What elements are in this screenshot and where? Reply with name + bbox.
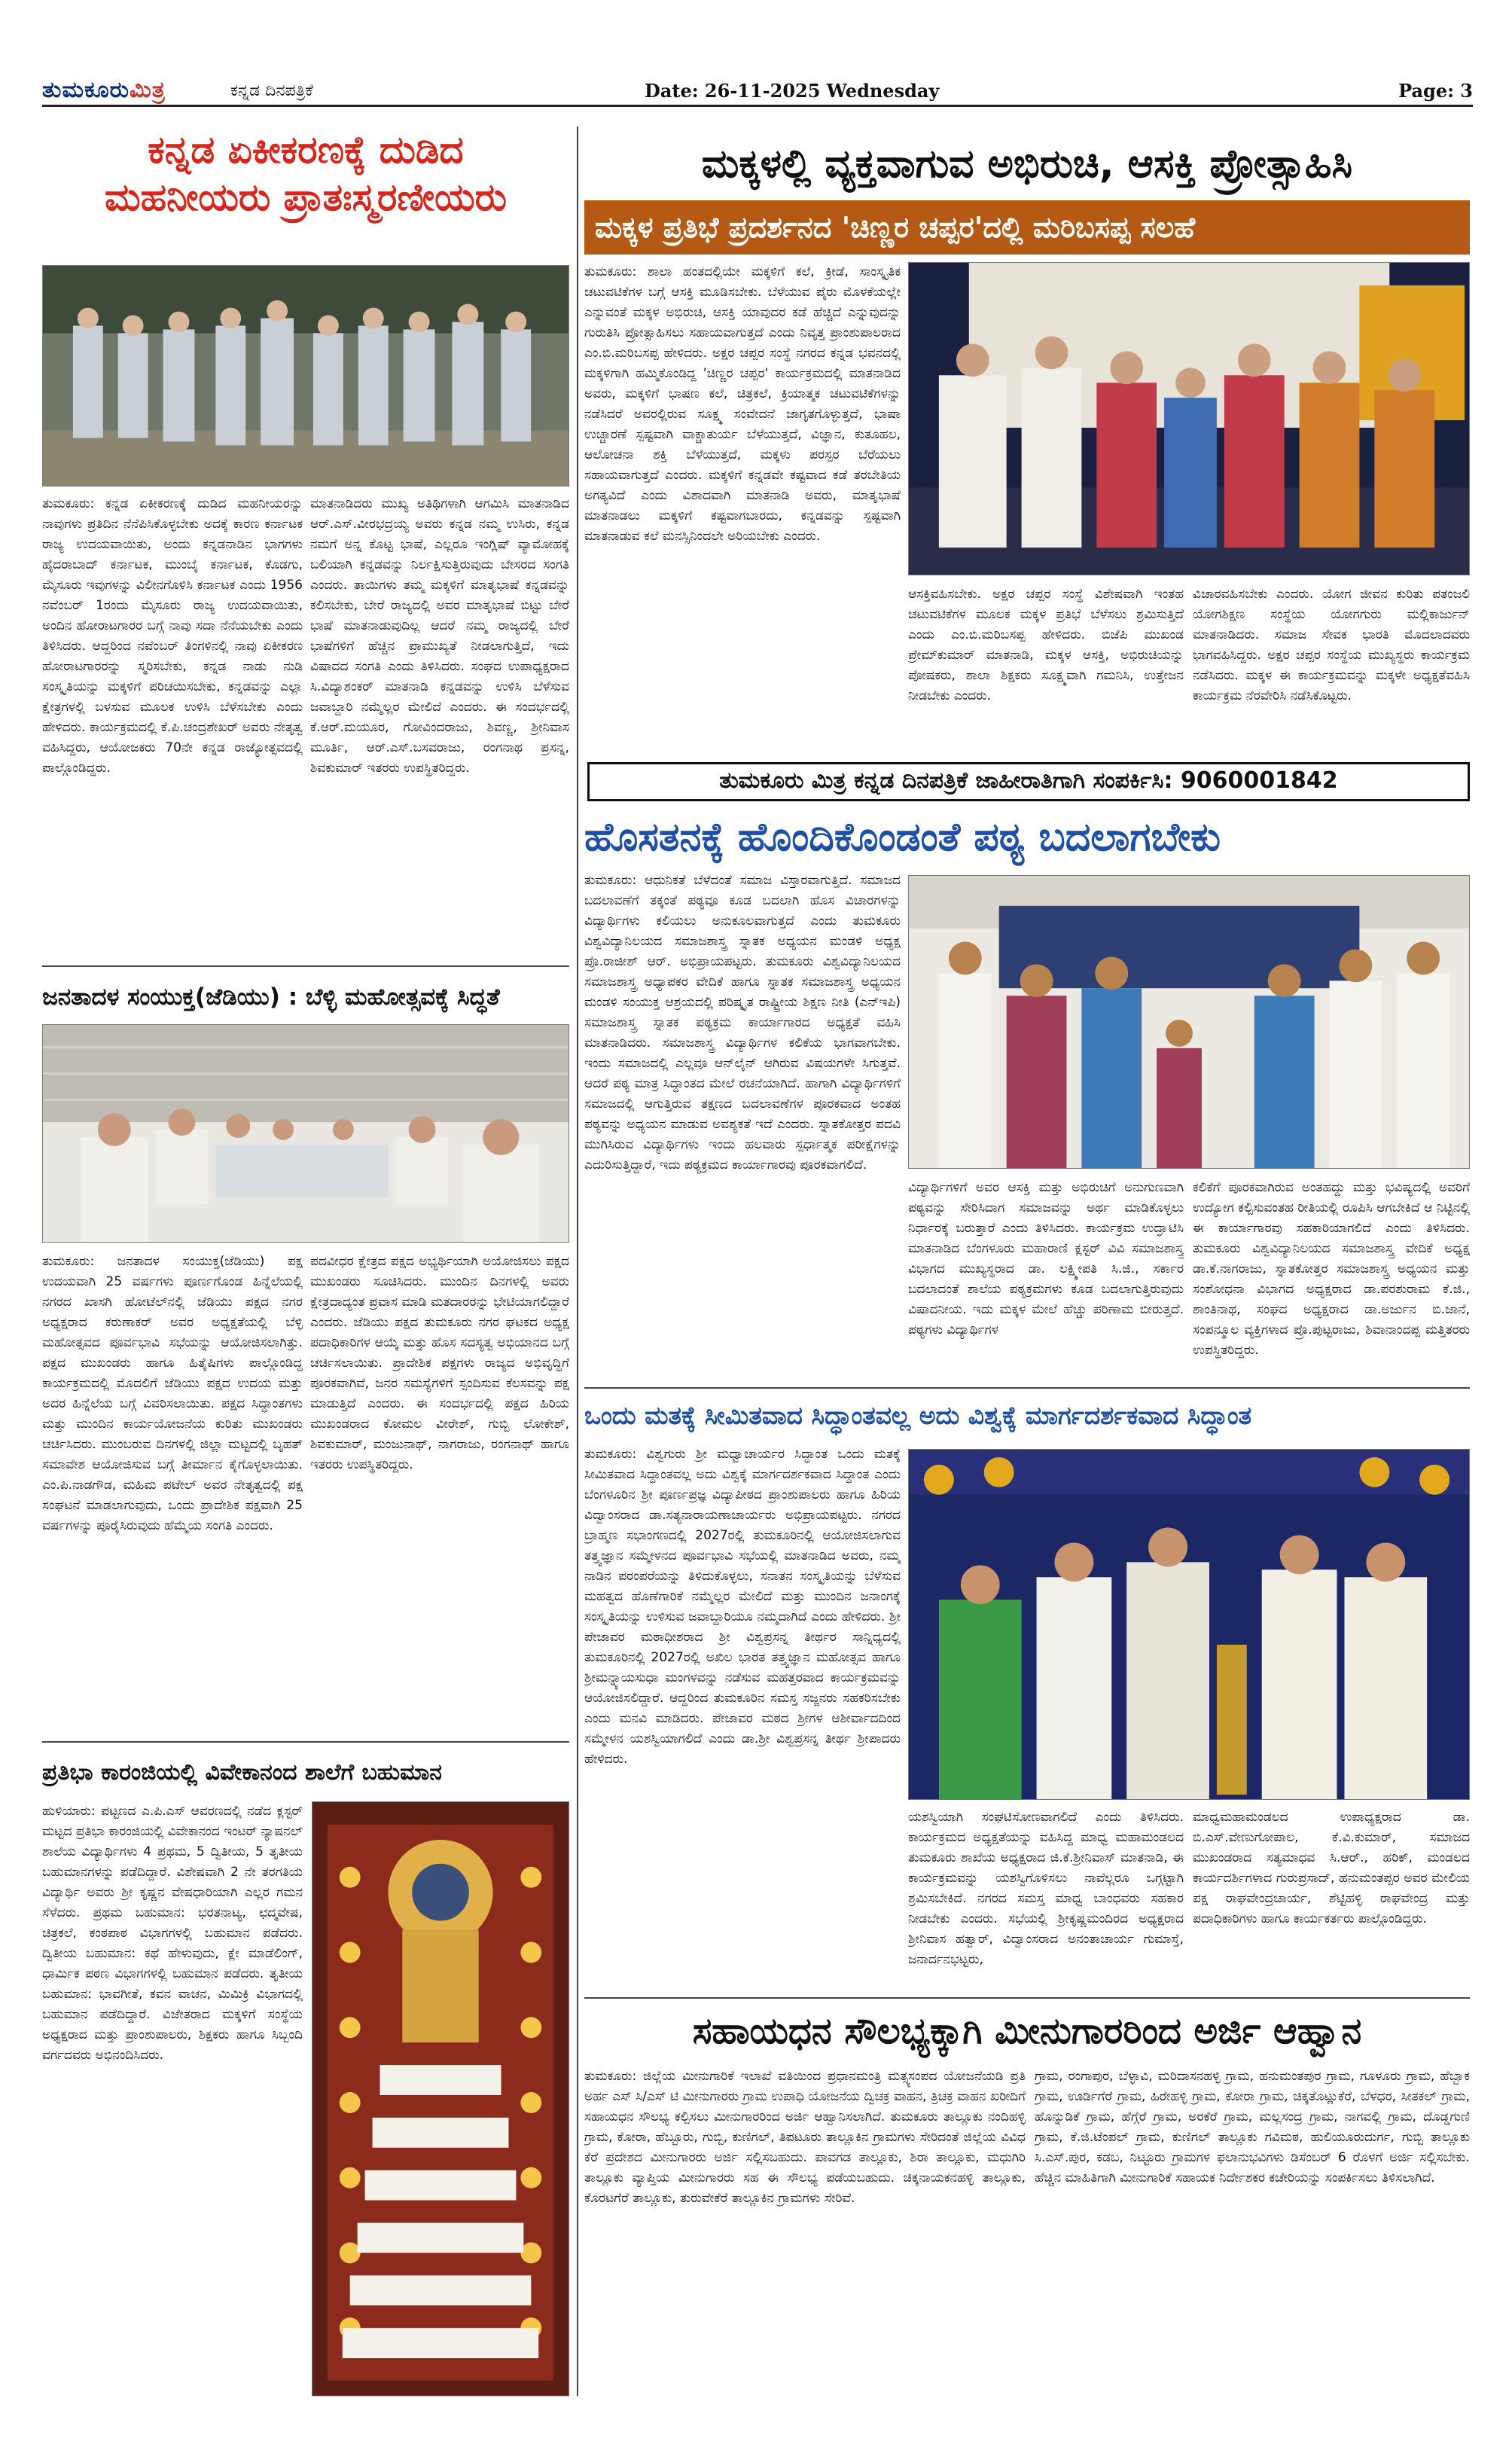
- article6-body-col1: ತುಮಕೂರು: ವಿಶ್ವಗುರು ಶ್ರೀ ಮಧ್ವಾಚಾರ್ಯರ ಸಿದ್ಧಾಂತ ಒಂದು ಮತಕ್ಕೆ ಸೀಮಿತವಾದ ಸಿದ್ಧಾಂತವಲ್ಲ ಅದು ವಿಶ್ವಕ್ಕೆ ಮಾರ್ಗದರ್ಶಕವಾದ ಸಿದ್ಧಾಂತ ಎಂದು ಬೆಂಗಳೂರಿನ ಶ್ರೀ ಪೂರ್ಣಪ್ರಜ್ಞ ವಿದ್ಯಾಪೀಠದ ಪ್ರಾಂಶುಪಾಲರು ಹಾಗೂ ಹಿರಿಯ ವಿದ್ವಾಂಸರಾದ ಡಾ.ಸತ್ಯನಾರಾಯಣಾಚಾರ್ಯರು ಅಭಿಪ್ರಾಯಪಟ್ಟರು. ನಗರದ ಬ್ರಾಹ್ಮಣ ಸಭಾಂಗಣದಲ್ಲಿ 2027ರಲ್ಲಿ ತುಮಕೂರಿನಲ್ಲಿ ಆಯೋಜಿಸಲಾಗುವ ತತ್ತ್ವಜ್ಞಾನ ಸಮ್ಮೇಳನದ ಪೂರ್ವಭಾವಿ ಸಭೆಯಲ್ಲಿ ಮಾತನಾಡಿದ ಅವರು, ನಮ್ಮ ನಾಡಿನ ಪರಂಪರೆಯನ್ನು ತಿಳಿದುಕೊಳ್ಳಲು, ಸನಾತನ ಸಂಸ್ಕೃತಿಯನ್ನು ಬೆಳೆಸುವ ಮಹತ್ವದ ಹೊಣೆಗಾರಿಕೆ ನಮ್ಮೆಲ್ಲರ ಮೇಲಿದೆ ಮತ್ತು ಮುಂದಿನ ಜನಾಂಗಕ್ಕೆ ಸಂಸ್ಕೃತಿಯನ್ನು ಉಳಿಸುವ ಜವಾಬ್ದಾರಿಯೂ ನಮ್ಮದಾಗಿದೆ ಎಂದು ಹೇಳಿದರು. ಶ್ರೀ ಪೇಜಾವರ ಮಠಾಧೀಶರಾದ ಶ್ರೀ ವಿಶ್ವಪ್ರಸನ್ನ ತೀರ್ಥರ ಸಾನ್ನಿಧ್ಯದಲ್ಲಿ ತುಮಕೂರಿನಲ್ಲಿ 2027ರಲ್ಲಿ ಅಖಿಲ ಭಾರತ ತತ್ತ್ವಜ್ಞಾನ ಮಹೋತ್ಸವ ಹಾಗೂ ಶ್ರೀಮನ್ನ್ಯಾಯಸುಧಾ ಮಂಗಳವನ್ನು ನಡೆಸುವ ಮಹತ್ತರವಾದ ಕಾರ್ಯಕ್ರಮವನ್ನು ಆಯೋಜಿಸಲಿದ್ದಾರೆ. ಆದ್ದರಿಂದ ತುಮಕೂರಿನ ಸಮಸ್ತ ಸಜ್ಜನರು ಸಹಕರಿಸಬೇಕು ಎಂದು ಮನವಿ ಮಾಡಿದರು. ಪೇಜಾವರ ಮಠದ ಶ್ರೀಗಳ ಆಶೀರ್ವಾದದಿಂದ ಸಮ್ಮೇಳನ ಯಶಸ್ವಿಯಾಗಲಿದೆ ಎಂದು ಡಾ.ಶ್ರೀ ವಿಶ್ವಪ್ರಸನ್ನ ತೀರ್ಥ ಶ್ರೀಪಾದರು ಹೇಳಿದರು.: [584, 1447, 901, 1767]
- article1-headline: [42, 127, 569, 262]
- article4-body-col1: ತುಮಕೂರು: ಶಾಲಾ ಹಂತದಲ್ಲಿಯೇ ಮಕ್ಕಳಿಗೆ ಕಲೆ, ಕ್ರೀಡೆ, ಸಾಂಸ್ಕೃತಿಕ ಚಟುವಟಿಕೆಗಳ ಬಗ್ಗೆ ಆಸಕ್ತಿ ಮೂಡಿಸಬೇಕು. ಬೆಳೆಯುವ ಪೈರು ಮೊಳಕೆಯಲ್ಲೇ ಎನ್ನುವಂತೆ ಮಕ್ಕಳ ಅಭಿರುಚಿ, ಆಸಕ್ತಿ ಯಾವುದರ ಕಡೆ ಹೆಚ್ಚಿದೆ ಎನ್ನುವುದನ್ನು ಗುರುತಿಸಿ ಪ್ರೋತ್ಸಾಹಿಸಲು ಸಹಾಯವಾಗುತ್ತದೆ ಎಂದು ನಿವೃತ್ತ ಪ್ರಾಂಶುಪಾಲರಾದ ಎಂ.ಬಿ.ಮರಿಬಸಪ್ಪ ಹೇಳಿದರು. ಅಕ್ಷರ ಚಪ್ಪರ ಸಂಸ್ಥೆ ನಗರದ ಕನ್ನಡ ಭವನದಲ್ಲಿ ಮಕ್ಕಳಿಗಾಗಿ ಹಮ್ಮಿಕೊಂಡಿದ್ದ 'ಚಿಣ್ಣರ ಚಪ್ಪರ' ಕಾರ್ಯಕ್ರಮದಲ್ಲಿ ಮಾತನಾಡಿದ ಅವರು, ಮಕ್ಕಳಿಗೆ ಭಾಷಣ ಕಲೆ, ಚಿತ್ರಕಲೆ, ಕ್ರಿಯಾತ್ಮಕ ಚಟುವಟಿಕೆಗಳನ್ನು ನಡೆಸಿದರೆ ಅವರಲ್ಲಿರುವ ಸೂಕ್ಷ್ಮ ಸಂವೇದನೆ ಜಾಗೃತಗೊಳ್ಳುತ್ತದೆ, ಭಾಷಾ ಉಚ್ಚಾರಣೆ ಸ್ಪಷ್ಟವಾಗಿ ವಾಕ್ಚಾತುರ್ಯ ಬೆಳೆಯುತ್ತದೆ, ವಿಜ್ಞಾನ, ಕುತೂಹಲ, ಆಲೋಚನಾ ಶಕ್ತಿ ಬೆಳೆಯುತ್ತದೆ, ಮಕ್ಕಳು ಪರಸ್ಪರ ಬೆರೆಯಲು ಸಹಾಯವಾಗುತ್ತದೆ ಎಂದರು. ಮಕ್ಕಳಿಗೆ ಕನ್ನಡವೇ ಕಷ್ಟವಾದ ಕಡೆ ತರಬೇತಿಯ ಅಗತ್ಯವಿದೆ ಎಂದು ವಿಶಾದವಾಗಿ ಮಾತನಾಡಿ ಅವರು, ಮಾತೃಭಾಷೆ ಮಾತನಾಡಲು ಮಕ್ಕಳಿಗೆ ಕಷ್ಟವಾಗಬಾರದು, ಕನ್ನಡವನ್ನು ಸ್ಪಷ್ಟವಾಗಿ ಮಾತನಾಡುವ ಕಲೆ ಮನಸ್ಸಿನಿಂದಲೇ ಅರಿಯಬೇಕು ಎಂದರು.: [584, 264, 901, 544]
- article6-photo: [908, 1449, 1470, 1800]
- article5-photo: [908, 875, 1470, 1169]
- article2-body-col1: ತುಮಕೂರು: ಜನತಾದಳ ಸಂಯುಕ್ತ(ಜೆಡಿಯು) ಪಕ್ಷ ಉದಯವಾಗಿ 25 ವರ್ಷಗಳು ಪೂರ್ಣಗೊಂಡ ಹಿನ್ನೆಲೆಯಲ್ಲಿ ನಗರದ ಖಾಸಗಿ ಹೋಟೆಲ್‌ನಲ್ಲಿ ಜೆಡಿಯು ಪಕ್ಷದ ನಗರ ಅಧ್ಯಕ್ಷರಾದ ಕರುಣಾಕರ್ ಅವರ ಅಧ್ಯಕ್ಷತೆಯಲ್ಲಿ ಬೆಳ್ಳಿ ಮಹೋತ್ಸವದ ಪೂರ್ವಭಾವಿ ಸಭೆಯನ್ನು ಆಯೋಜಿಸಲಾಗಿತ್ತು. ಪಕ್ಷದ ಮುಖಂಡರು ಹಾಗೂ ಹಿತೈಷಿಗಳು ಪಾಲ್ಗೊಂಡಿದ್ದ ಕಾರ್ಯಕ್ರಮದಲ್ಲಿ ಮೊದಲಿಗೆ ಜೆಡಿಯು ಪಕ್ಷದ ಉದಯ ಮತ್ತು ಅದರ ಹಿನ್ನೆಲೆಯ ಬಗ್ಗೆ ವಿವರಿಸಲಾಯಿತು. ಪಕ್ಷದ ಸಿದ್ಧಾಂತಗಳು ಮತ್ತು ಮುಂದಿನ ಕಾರ್ಯಯೋಜನೆಯ ಕುರಿತು ಮುಖಂಡರು ಚರ್ಚಿಸಿದರು. ಮುಂಬರುವ ದಿನಗಳಲ್ಲಿ ಜಿಲ್ಲಾ ಮಟ್ಟದಲ್ಲಿ ಬೃಹತ್ ಸಮಾವೇಶ ಆಯೋಜಿಸುವ ಬಗ್ಗೆ ತೀರ್ಮಾನ ಕೈಗೊಳ್ಳಲಾಯಿತು. ಎಂ.ಪಿ.ನಾಡಗೌಡ, ಮಹಿಮ ಪಟೇಲ್ ಅವರ ನೇತೃತ್ವದಲ್ಲಿ ಪಕ್ಷ ಸಂಘಟನೆ ಮಾಡಲಾಗುವುದು, ಒಂದು ಪ್ರಾದೇಶಿಕ ಪಕ್ಷವಾಗಿ 25 ವರ್ಷಗಳನ್ನು ಪೂರೈಸಿರುವುದು ಹೆಮ್ಮೆಯ ಸಂಗತಿ ಎಂದರು.: [42, 1254, 303, 1533]
- article1-headline-line1: ಕನ್ನಡ ಏಕೀಕರಣಕ್ಕೆ ದುಡಿದ: [148, 128, 464, 172]
- divider: [42, 1741, 569, 1743]
- divider: [584, 1997, 1470, 1999]
- divider: [42, 965, 569, 967]
- issue-date: Date: 26-11-2025 Wednesday: [645, 80, 940, 102]
- article6-body-col3: ಮಾಧ್ವಮಹಾಮಂಡಲದ ಉಪಾಧ್ಯಕ್ಷರಾದ ಡಾ. ಬಿ.ಎಸ್.ವೇಣುಗೋಪಾಲ, ಕೆ.ವಿ.ಕುಮಾರ್, ಸಮಾಜದ ಮುಖಂಡರಾದ ಸತ್ಯಮಾಧವ ಸಿ.ಆರ್., ಹರಿಕ್, ಮಂಡಲದ ಕಾರ್ಯದರ್ಶಿಗಳಾದ ಗುರುಪ್ರಸಾದ್, ಹನುಮಂತಪ್ಪರ ಅವರ ಮೇಲಿಯ ಪಕ್ಷ ರಾಘವೇಂದ್ರಚಾರ್ಯ, ಶೆಟ್ಟಿಹಳ್ಳಿ ರಾಘವೇಂದ್ರ ಮತ್ತು ಪದಾಧಿಕಾರಿಗಳು ಹಾಗೂ ಕಾರ್ಯಕರ್ತರು ಪಾಲ್ಗೊಂಡಿದ್ದರು.: [1193, 1810, 1470, 1926]
- logo-accent-text: ಮಿತ್ರ: [130, 77, 166, 103]
- article1-body-col2: ಮಾತನಾಡಿದರು ಮುಖ್ಯ ಅತಿಥಿಗಳಾಗಿ ಆಗಮಿಸಿ ಮಾತನಾಡಿದ ಆರ್.ಎಸ್.ವೀರಭದ್ರಯ್ಯ ಅವರು ಕನ್ನಡ ನಮ್ಮ ಉಸಿರು, ಕನ್ನಡ ನಮಗೆ ಅನ್ನ ಕೊಟ್ಟ ಭಾಷೆ, ಎಲ್ಲರೂ ಇಂಗ್ಲಿಷ್ ವ್ಯಾಮೋಹಕ್ಕೆ ಬಲಿಯಾಗಿ ಕನ್ನಡವನ್ನು ನಿರ್ಲಕ್ಷಿಸುತ್ತಿರುವುದು ಬೇಸರದ ಸಂಗತಿ ಎಂದರು. ತಾಯಿಗಳು ತಮ್ಮ ಮಕ್ಕಳಿಗೆ ಮಾತೃಭಾಷೆ ಕನ್ನಡವನ್ನು ಕಲಿಸಬೇಕು, ಬೇರೆ ರಾಜ್ಯದಲ್ಲಿ ಅವರ ಮಾತೃಭಾಷೆ ಬಿಟ್ಟು ಬೇರೆ ಭಾಷೆ ಮಾತನಾಡುವುದಿಲ್ಲ ಆದರೆ ನಮ್ಮ ರಾಜ್ಯದಲ್ಲಿ ಬೇರೆ ಭಾಷೆಗಳಿಗೆ ಹೆಚ್ಚಿನ ಪ್ರಾಮುಖ್ಯತೆ ನೀಡಲಾಗುತ್ತಿದೆ, ಇದು ವಿಷಾದದ ಸಂಗತಿ ಎಂದು ತಿಳಿಸಿದರು. ಸಂಘದ ಉಪಾಧ್ಯಕ್ಷರಾದ ಸಿ.ವಿದ್ಯಾಶಂಕರ್ ಮಾತನಾಡಿ ಕನ್ನಡವನ್ನು ಉಳಿಸಿ ಬೆಳೆಸುವ ಜವಾಬ್ದಾರಿ ನಮ್ಮೆಲ್ಲರ ಮೇಲಿದೆ ಎಂದರು. ಈ ಸಂದರ್ಭದಲ್ಲಿ ಕೆ.ಆರ್.ಮಯೂರ, ಗೋವಿಂದರಾಜು, ಶಿವಣ್ಣ, ಶ್ರೀನಿವಾಸ ಮೂರ್ತಿ, ಆರ್.ಎಸ್.ಬಸವರಾಜು, ರಂಗನಾಥ ಪ್ರಸನ್ನ, ಶಿವಕುಮಾರ್ ಇತರರು ಉಪಸ್ಥಿತರಿದ್ದರು.: [310, 496, 569, 776]
- article2-headline: ಜನತಾದಳ ಸಂಯುಕ್ತ(ಜೆಡಿಯು) : ಬೆಳ್ಳಿ ಮಹೋತ್ಸವಕ್ಕೆ ಸಿದ್ಧತೆ: [42, 984, 500, 1011]
- page-number: Page: 3: [1398, 80, 1473, 102]
- article7-body-col2: ಗ್ರಾಮ, ರಂಗಾಪುರ, ಬೆಳ್ಳಾವಿ, ಮರಿದಾಸನಹಳ್ಳಿ ಗ್ರಾಮ, ಹನುಮಂತಪುರ ಗ್ರಾಮ, ಗೂಳೂರು ಗ್ರಾಮ, ಹೆಬ್ಬಾಕ ಗ್ರಾಮ, ಊರ್ಡಿಗೆರೆ ಗ್ರಾಮ, ಹಿರೇಹಳ್ಳಿ ಗ್ರಾಮ, ಕೋರಾ ಗ್ರಾಮ, ಚಿಕ್ಕತೊಟ್ಲುಕೆರೆ, ಬೆಳಧರ, ಸೀತಕಲ್ ಗ್ರಾಮ, ಹೊನ್ನುಡಿಕೆ ಗ್ರಾಮ, ಹೆಗ್ಗೆರೆ ಗ್ರಾಮ, ಅರಕೆರೆ ಗ್ರಾಮ, ಮಲ್ಲಸಂದ್ರ ಗ್ರಾಮ, ನಾಗವಲ್ಲಿ ಗ್ರಾಮ, ದೊಡ್ಡಗುಣಿ ಗ್ರಾಮ, ಕೆ.ಜಿ.ಟೆಂಪಲ್ ಗ್ರಾಮ, ಕುಣಿಗಲ್ ತಾಲ್ಲೂಕು ಗವಿಮಠ, ಹುಲಿಯೂರುದುರ್ಗ, ಗುಬ್ಬಿ ತಾಲ್ಲೂಕು ಸಿ.ಎಸ್.ಪುರ, ಕಡಬ, ನಿಟ್ಟೂರು ಗ್ರಾಮಗಳ ಫಲಾನುಭವಿಗಳು ಡಿಸೆಂಬರ್ 6 ರೊಳಗೆ ಅರ್ಜಿ ಸಲ್ಲಿಸಬೇಕು. ಹೆಚ್ಚಿನ ಮಾಹಿತಿಗಾಗಿ ಮೀನುಗಾರಿಕೆ ಸಹಾಯಕ ನಿರ್ದೇಶಕರ ಕಚೇರಿಯನ್ನು ಸಂಪರ್ಕಿಸಲು ತಿಳಿಸಲಾಗಿದೆ.: [1035, 2069, 1470, 2185]
- column-divider: [577, 127, 578, 2396]
- article1-photo: [42, 265, 569, 486]
- logo-subtitle: ಕನ್ನಡ ದಿನಪತ್ರಿಕೆ: [230, 81, 314, 100]
- article4-headline: ಮಕ್ಕಳಲ್ಲಿ ವ್ಯಕ್ತವಾಗುವ ಅಭಿರುಚಿ, ಆಸಕ್ತಿ ಪ್ರೋತ್ಸಾಹಿಸಿ: [701, 142, 1353, 187]
- article3-photo: [312, 1801, 569, 2396]
- article2-body-col2: ಪದವೀಧರ ಕ್ಷೇತ್ರದ ಪಕ್ಷದ ಅಭ್ಯರ್ಥಿಯಾಗಿ ಅಯೋಜಿಸಲು ಪಕ್ಷದ ಮುಖಂಡರು ಸೂಚಿಸಿದರು. ಮುಂದಿನ ದಿನಗಳಲ್ಲಿ ಅವರು ಕ್ಷೇತ್ರದಾದ್ಯಂತ ಪ್ರವಾಸ ಮಾಡಿ ಮತದಾರರನ್ನು ಭೇಟಿಯಾಗಲಿದ್ದಾರೆ ಎಂದರು. ಜೆಡಿಯು ಪಕ್ಷದ ತುಮಕೂರು ನಗರ ಘಟಕದ ಅಧ್ಯಕ್ಷ ಪದಾಧಿಕಾರಿಗಳ ಆಯ್ಕೆ ಮತ್ತು ಹೊಸ ಸದಸ್ಯತ್ವ ಅಭಿಯಾನದ ಬಗ್ಗೆ ಚರ್ಚಿಸಲಾಯಿತು. ಪ್ರಾದೇಶಿಕ ಪಕ್ಷಗಳು ರಾಜ್ಯದ ಅಭಿವೃದ್ಧಿಗೆ ಪೂರಕವಾಗಿವೆ, ಜನರ ಸಮಸ್ಯೆಗಳಿಗೆ ಸ್ಪಂದಿಸುವ ಕೆಲಸವನ್ನು ಪಕ್ಷ ಮಾಡುತ್ತಿದೆ ಎಂದರು. ಈ ಸಂದರ್ಭದಲ್ಲಿ ಪಕ್ಷದ ಹಿರಿಯ ಮುಖಂಡರಾದ ಕೋಮಲ ವೀರೇಶ್, ಗುಬ್ಬಿ ಲೋಕೇಶ್, ಶಿವಕುಮಾರ್, ಮಂಜುನಾಥ್, ನಾಗರಾಜು, ರಂಗನಾಥ್ ಹಾಗೂ ಇತರರು ಉಪಸ್ಥಿತರಿದ್ದರು.: [310, 1254, 569, 1472]
- article3-headline: ಪ್ರತಿಭಾ ಕಾರಂಜಿಯಲ್ಲಿ ವಿವೇಕಾನಂದ ಶಾಲೆಗೆ ಬಹುಮಾನ: [42, 1759, 442, 1786]
- article4-body-col2: ಆಸಕ್ತಿವಹಿಸಬೇಕು. ಅಕ್ಷರ ಚಪ್ಪರ ಸಂಸ್ಥೆ ವಿಶೇಷವಾಗಿ ಇಂತಹ ಚಟುವಟಿಕೆಗಳ ಮೂಲಕ ಮಕ್ಕಳ ಪ್ರತಿಭೆ ಬೆಳೆಸಲು ಶ್ರಮಿಸುತ್ತಿದೆ ಎಂದು ಎಂ.ಬಿ.ಮರಿಬಸಪ್ಪ ಹೇಳಿದರು. ಬಿಜೆಪಿ ಮುಖಂಡ ಪ್ರೇಮ್‌ಕುಮಾರ್ ಮಾತನಾಡಿ, ಮಕ್ಕಳ ಆಸಕ್ತಿ, ಅಭಿರುಚಿಯನ್ನು ಪೋಷಕರು, ಶಾಲಾ ಶಿಕ್ಷಕರು ಸೂಕ್ಷ್ಮವಾಗಿ ಗಮನಿಸಿ, ಉತ್ತೇಜನ ನೀಡಬೇಕು ಎಂದರು.: [908, 587, 1184, 703]
- article5-body-col3: ಕಲಿಕೆಗೆ ಪೂರಕವಾಗಿರುವ ಅಂತಹದ್ದು ಮತ್ತು ಭವಿಷ್ಯದಲ್ಲಿ ಅವರಿಗೆ ಉದ್ಯೋಗ ಕಲ್ಪಿಸುವಂತಹ ರೀತಿಯಲ್ಲಿ ರೂಪಿಸಿ ಆಗಬೇಕಿದೆ ಆ ನಿಟ್ಟಿನಲ್ಲಿ ಈ ಕಾರ್ಯಾಗಾರವು ಸಹಕಾರಿಯಾಗಲಿದೆ ಎಂದು ತಿಳಿಸಿದರು. ತುಮಕೂರು ವಿಶ್ವವಿದ್ಯಾನಿಲಯದ ಸಮಾಜಶಾಸ್ತ್ರ ವೇದಿಕೆ ಅಧ್ಯಕ್ಷ ಡಾ.ಕೆ.ನಾಗರಾಜು, ಸ್ನಾತಕೋತ್ತರ ಸಮಾಜಶಾಸ್ತ್ರ ಅಧ್ಯಯನ ಮತ್ತು ಸಂಶೋಧನಾ ವಿಭಾಗದ ಅಧ್ಯಕ್ಷರಾದ ಡಾ.ಪರಶುರಾಮ ಕೆ.ಜಿ., ಶಾಂತಿನಾಥ, ಸಂಘದ ಅಧ್ಯಕ್ಷರಾದ ಡಾ.ಅರ್ಜುನ ಬಿ.ಜಾನೆ, ಸಂಪನ್ಮೂಲ ವ್ಯಕ್ತಿಗಳಾದ ಪ್ರೊ.ಪುಟ್ಟರಾಜು, ಶಿವಾನಾಂದಪ್ಪ ಮತ್ತಿತರರು ಉಪಸ್ಥಿತರಿದ್ದರು.: [1193, 1180, 1470, 1358]
- article5-body-col2: ವಿದ್ಯಾರ್ಥಿಗಳಿಗೆ ಅವರ ಆಸಕ್ತಿ ಮತ್ತು ಅಭಿರುಚಿಗೆ ಅನುಗುಣವಾಗಿ ಪಠ್ಯವನ್ನು ಸೇರಿಸಿದಾಗ ಸಮಾಜವನ್ನು ಅರ್ಥ ಮಾಡಿಕೊಳ್ಳಲು ನಿರ್ಧಾರಕ್ಕೆ ಬರುತ್ತಾರೆ ಎಂದು ತಿಳಿಸಿದರು. ಕಾರ್ಯಕ್ರಮ ಉದ್ಘಾಟಿಸಿ ಮಾತನಾಡಿದ ಬೆಂಗಳೂರು ಮಹಾರಾಣಿ ಕ್ಲಸ್ಟರ್ ವಿವಿ ಸಮಾಜಶಾಸ್ತ್ರ ವಿಭಾಗದ ಮುಖ್ಯಸ್ಥರಾದ ಡಾ. ಲಕ್ಷ್ಮೀಪತಿ ಸಿ.ಜಿ., ಸರ್ಕಾರ ಬದಲಾದಂತೆ ಶಾಲೆಯ ಪಠ್ಯಕ್ರಮಗಳು ಕೂಡ ಬದಲಾಗುತ್ತಿರುವುದು ವಿಷಾದನೀಯ. ಇದು ಮಕ್ಕಳ ಮೇಲೆ ಹೆಚ್ಚು ಪರಿಣಾಮ ಬೀರುತ್ತದೆ. ಪಠ್ಯಗಳು ವಿದ್ಯಾರ್ಥಿಗಳ: [908, 1180, 1184, 1337]
- article6-body-col2: ಯಶಸ್ವಿಯಾಗಿ ಸಂಘಟಿಸೋಣವಾಗಲಿದೆ ಎಂದು ತಿಳಿಸಿದರು. ಕಾರ್ಯಕ್ರಮದ ಅಧ್ಯಕ್ಷತೆಯನ್ನು ವಹಿಸಿದ್ದ ಮಾಧ್ವ ಮಹಾಮಂಡಲದ ತುಮಕೂರು ಶಾಖೆಯ ಅಧ್ಯಕ್ಷರಾದ ಜಿ.ಕೆ.ಶ್ರೀನಿವಾಸ್ ಮಾತನಾಡಿ, ಈ ಕಾರ್ಯಕ್ರಮವನ್ನು ಯಶಸ್ವಿಗೊಳಿಸಲು ನಾವೆಲ್ಲರೂ ಒಗ್ಗಟ್ಟಾಗಿ ಶ್ರಮಿಸಬೇಕಿದೆ. ನಗರದ ಸಮಸ್ತ ಮಾಧ್ವ ಬಾಂಧವರು ಸಹಕಾರ ನೀಡಬೇಕು ಎಂದರು. ಸಭೆಯಲ್ಲಿ ಶ್ರೀಕೃಷ್ಣಮಂದಿರದ ಅಧ್ಯಕ್ಷರಾದ ಶ್ರೀನಿವಾಸ ಹತ್ವಾರ್, ವಿದ್ವಾಂಸರಾದ ಅನಂತಾಚಾರ್ಯ ಗುಮಾಸ್ತೆ, ಜನಾರ್ದನಭಟ್ಟರು,: [908, 1810, 1184, 1967]
- divider: [584, 1387, 1470, 1389]
- newspaper-logo: [42, 77, 166, 103]
- article1-headline-line2: ಮಹನೀಯರು ಪ್ರಾತಃಸ್ಮರಣೀಯರು: [104, 175, 508, 219]
- article7-body-col1: ತುಮಕೂರು: ಜಿಲ್ಲೆಯ ಮೀನುಗಾರಿಕೆ ಇಲಾಖೆ ವತಿಯಿಂದ ಪ್ರಧಾನಮಂತ್ರಿ ಮತ್ಸ್ಯಸಂಪದ ಯೋಜನೆಯಡಿ ಪ್ರತಿ ಅರ್ಹ ಎಸ್ ಸಿ/ಎಸ್ ಟಿ ಮೀನುಗಾರರು ಗ್ರಾಮ ಉಪಾಧಿ ಯೋಜನೆಯ ದ್ವಿಚಕ್ರ ವಾಹನ, ತ್ರಿಚಕ್ರ ವಾಹನ ಖರೀದಿಗೆ ಸಹಾಯಧನ ಸೌಲಭ್ಯ ಕಲ್ಪಿಸಲು ಮೀನುಗಾರರಿಂದ ಅರ್ಜಿ ಆಹ್ವಾನಿಸಲಾಗಿದೆ. ತುಮಕೂರು ತಾಲ್ಲೂಕು ನಂದಿಹಳ್ಳಿ ಗ್ರಾಮ, ಕೋರಾ, ಹೆಬ್ಬೂರು, ಗುಬ್ಬಿ, ಕುಣಿಗಲ್, ತಿಪಟೂರು ತಾಲ್ಲೂಕಿನ ಗ್ರಾಮಗಳು ಸೇರಿದಂತೆ ಜಿಲ್ಲೆಯ ವಿವಿಧ ಕೆರೆ ಪ್ರದೇಶದ ಮೀನುಗಾರರು ಅರ್ಜಿ ಸಲ್ಲಿಸಬಹುದು. ಪಾವಗಡ ತಾಲ್ಲೂಕು, ಶಿರಾ ತಾಲ್ಲೂಕು, ಮಧುಗಿರಿ ತಾಲ್ಲೂಕು ವ್ಯಾಪ್ತಿಯ ಮೀನುಗಾರರು ಸಹ ಈ ಸೌಲಭ್ಯ ಪಡೆಯಬಹುದು. ಚಿಕ್ಕನಾಯಕನಹಳ್ಳಿ ತಾಲ್ಲೂಕು, ಕೊರಟಗೆರೆ ತಾಲ್ಲೂಕು, ತುರುವೇಕೆರೆ ತಾಲ್ಲೂಕಿನ ಗ್ರಾಮಗಳು ಸೇರಿವೆ.: [584, 2069, 1026, 2206]
- article5-body-col1: ತುಮಕೂರು: ಆಧುನಿಕತೆ ಬೆಳೆದಂತೆ ಸಮಾಜ ವಿಸ್ತಾರವಾಗುತ್ತಿದೆ. ಸಮಾಜದ ಬದಲಾವಣೆಗೆ ತಕ್ಕಂತೆ ಪಠ್ಯವೂ ಕೂಡ ಬದಲಾಗಿ ಹೊಸ ವಿಚಾರಗಳನ್ನು ವಿದ್ಯಾರ್ಥಿಗಳು ಕಲಿಯಲು ಅನುಕೂಲವಾಗುತ್ತದೆ ಎಂದು ತುಮಕೂರು ವಿಶ್ವವಿದ್ಯಾನಿಲಯದ ಸಮಾಜಶಾಸ್ತ್ರ ಸ್ನಾತಕ ಅಧ್ಯಯನ ಮಂಡಳಿ ಅಧ್ಯಕ್ಷ ಪ್ರೊ.ರಾಜೀಶ್ ಆರ್. ಅಭಿಪ್ರಾಯಪಟ್ಟರು. ತುಮಕೂರು ವಿಶ್ವವಿದ್ಯಾನಿಲಯದ ಸಮಾಜಶಾಸ್ತ್ರ ಅಧ್ಯಾಪಕರ ವೇದಿಕೆ ಹಾಗೂ ಸ್ನಾತಕ ಸಮಾಜಶಾಸ್ತ್ರ ಅಧ್ಯಯನ ಮಂಡಳಿ ಸಂಯುಕ್ತ ಆಶ್ರಯದಲ್ಲಿ ಪರಿಷ್ಕೃತ ರಾಷ್ಟ್ರೀಯ ಶಿಕ್ಷಣ ನೀತಿ (ಎನ್‌ಇಪಿ) ಸಮಾಜಶಾಸ್ತ್ರ ಸ್ನಾತಕ ಪಠ್ಯಕ್ರಮ ಕಾರ್ಯಾಗಾರದ ಅಧ್ಯಕ್ಷತೆ ವಹಿಸಿ ಮಾತನಾಡಿದರು. ಸಮಾಜಶಾಸ್ತ್ರ ವಿದ್ಯಾರ್ಥಿಗಳ ಕಲಿಕೆಯ ಭಾಗವಾಗಬೇಕು. ಇಂದು ಸಮಾಜದಲ್ಲಿ ಎಲ್ಲವೂ ಆನ್‌ಲೈನ್ ಆಗಿರುವ ವಿಷಯಗಳೇ ಸಿಗುತ್ತವೆ. ಆದರೆ ಪಠ್ಯ ಮಾತ್ರ ಸಿದ್ಧಾಂತದ ಮೇಲೆ ರಚನೆಯಾಗಿದೆ. ಹಾಗಾಗಿ ವಿದ್ಯಾರ್ಥಿಗಳಿಗೆ ಸಮಾಜದಲ್ಲಿ ಆಗುತ್ತಿರುವ ತಕ್ಷಣದ ಬದಲಾವಣೆಗಳ ಪೂರಕವಾದ ಅಂತಹ ಪಠ್ಯವನ್ನು ಅಧ್ಯಯನ ಮಾಡುವ ಅವಶ್ಯಕತೆ ಇದೆ ಎಂದರು. ಸ್ನಾತಕೋತ್ತರ ಪದವಿ ಮುಗಿಸಿರುವ ವಿದ್ಯಾರ್ಥಿಗಳು ಇಂದು ಹಲವಾರು ಸ್ಪರ್ಧಾತ್ಮಕ ಪರೀಕ್ಷೆಗಳನ್ನು ಎದುರಿಸುತ್ತಿದ್ದಾರೆ, ಇದು ಪಠ್ಯಕ್ರಮದ ಕಾರ್ಯಾಗಾರವು ಪೂರಕವಾಗಲಿದೆ.: [584, 873, 901, 1173]
- logo-main-text: ತುಮಕೂರು: [42, 77, 130, 103]
- article4-body-col3: ವಿಚಾರವಹಿಸಬೇಕು ಎಂದರು. ಯೋಗ ಜೀವನ ಕುರಿತು ಪತಂಜಲಿ ಯೋಗಶಿಕ್ಷಣ ಸಂಸ್ಥೆಯ ಯೋಗಗುರು ಮಲ್ಲಿಕಾರ್ಜುನ್ ಮಾತನಾಡಿದರು. ಸಮಾಜ ಸೇವಕ ಭಾರತಿ ಮೊದಲಾದವರು ಭಾಗವಹಿಸಿದ್ದರು. ಅಕ್ಷರ ಚಪ್ಪರ ಸಂಸ್ಥೆಯ ಮುಖ್ಯಸ್ಥರು ಕಾರ್ಯಕ್ರಮ ನಡೆಸಿದರು. ಮಕ್ಕಳ ಈ ಕಾರ್ಯಕ್ರಮವನ್ನು ಮಕ್ಕಳೇ ಅಧ್ಯಕ್ಷತೆವಹಿಸಿ ಕಾರ್ಯಕ್ರಮ ನೆರವೇರಿಸಿ ನಡೆಸಿಕೊಟ್ಟರು.: [1193, 587, 1470, 703]
- article3-body: ಹುಳಿಯಾರು: ಪಟ್ಟಣದ ಎ.ಪಿ.ಎಸ್ ಆವರಣದಲ್ಲಿ ನಡೆದ ಕ್ಲಸ್ಟರ್ ಮಟ್ಟದ ಪ್ರತಿಭಾ ಕಾರಂಜಿಯಲ್ಲಿ ವಿವೇಕಾನಂದ ಇಂಟರ್ ನ್ಯಾಷನಲ್ ಶಾಲೆಯ ವಿದ್ಯಾರ್ಥಿಗಳು 4 ಪ್ರಥಮ, 5 ದ್ವಿತೀಯ, 5 ತೃತೀಯ ಬಹುಮಾನಗಳನ್ನು ಪಡೆದಿದ್ದಾರೆ. ವಿಶೇಷವಾಗಿ 2 ನೇ ತರಗತಿಯ ವಿದ್ಯಾರ್ಥಿ ಅವರು ಶ್ರೀ ಕೃಷ್ಣನ ವೇಷಧಾರಿಯಾಗಿ ಎಲ್ಲರ ಗಮನ ಸೆಳೆದರು. ಪ್ರಥಮ ಬಹುಮಾನ: ಭರತನಾಟ್ಯ, ಛದ್ಮವೇಷ, ಚಿತ್ರಕಲೆ, ಕಂಠಪಾಠ ವಿಭಾಗಗಳಲ್ಲಿ ಬಹುಮಾನ ಪಡೆದರು. ದ್ವಿತೀಯ ಬಹುಮಾನ: ಕಥೆ ಹೇಳುವುದು, ಕ್ಲೇ ಮಾಡೆಲಿಂಗ್, ಧಾರ್ಮಿಕ ಪಠಣ ವಿಭಾಗಗಳಲ್ಲಿ ಬಹುಮಾನ ಪಡೆದರು. ತೃತೀಯ ಬಹುಮಾನ: ಭಾವಗೀತೆ, ಕವನ ವಾಚನ, ಮಿಮಿಕ್ರಿ ವಿಭಾಗದಲ್ಲಿ ಬಹುಮಾನ ಪಡೆದಿದ್ದಾರೆ. ವಿಜೇತರಾದ ಮಕ್ಕಳಿಗೆ ಸಂಸ್ಥೆಯ ಅಧ್ಯಕ್ಷರಾದ ಮತ್ತು ಪ್ರಾಂಶುಪಾಲರು, ಶಿಕ್ಷಕರು ಹಾಗೂ ಸಿಬ್ಬಂದಿ ವರ್ಗದವರು ಅಭಿನಂದಿಸಿದರು.: [42, 1804, 303, 2063]
- masthead: [42, 74, 1473, 107]
- article1-body-col1: ತುಮಕೂರು: ಕನ್ನಡ ಏಕೀಕರಣಕ್ಕೆ ದುಡಿದ ಮಹನೀಯರನ್ನು ನಾವುಗಳು ಪ್ರತಿದಿನ ನೆನೆಪಿಸಿಕೊಳ್ಳಬೇಕು ಅದಕ್ಕೆ ಕಾರಣ ಕರ್ನಾಟಕ ರಾಜ್ಯ ಉದಯವಾಯಿತು, ಅಂದು ಕನ್ನಡನಾಡಿನ ಭಾಗಗಳು ಹೈದರಾಬಾದ್ ಕರ್ನಾಟಕ, ಮುಂಬೈ ಕರ್ನಾಟಕ, ಕೊಡಗು, ಮೈಸೂರು ಇವುಗಳನ್ನು ವಿಲೀನಗೊಳಿಸಿ ಕರ್ನಾಟಕ ಎಂದು 1956 ನವೆಂಬರ್ 1ರಂದು ಮೈಸೂರು ರಾಜ್ಯ ಉದಯವಾಯಿತು, ಅಂದಿನ ಹೋರಾಟಗಾರರ ಬಗ್ಗೆ ನಾವು ಸದಾ ನೆನೆಯಬೇಕು ಎಂದು ತಿಳಿಸಿದರು. ಆದ್ದರಿಂದ ನವೆಂಬರ್ ತಿಂಗಳಿನಲ್ಲಿ ನಾವು ಏಕೀಕರಣ ಹೋರಾಟಗಾರರನ್ನು ಸ್ಮರಿಸಬೇಕು, ಕನ್ನಡ ನಾಡು ನುಡಿ ಸಂಸ್ಕೃತಿಯನ್ನು ಮಕ್ಕಳಿಗೆ ಪರಿಚಯಿಸಬೇಕು, ಕನ್ನಡವನ್ನು ಎಲ್ಲಾ ಕ್ಷೇತ್ರಗಳಲ್ಲಿ ಬಳಸುವ ಮೂಲಕ ಉಳಿಸಿ ಬೆಳೆಸಬೇಕು ಎಂದು ಹೇಳಿದರು. ಕಾರ್ಯಕ್ರಮದಲ್ಲಿ ಕೆ.ಪಿ.ಚಂದ್ರಶೇಖರ್ ಅವರು ನೇತೃತ್ವ ವಹಿಸಿದ್ದರು, ಆಯೋಜಕರು 70ನೇ ಕನ್ನಡ ರಾಜ್ಯೋತ್ಸವದಲ್ಲಿ ಪಾಲ್ಗೊಂಡಿದ್ದರು.: [42, 496, 303, 776]
- article6-headline: ಒಂದು ಮತಕ್ಕೆ ಸೀಮಿತವಾದ ಸಿದ್ಧಾಂತವಲ್ಲ ಅದು ವಿಶ್ವಕ್ಕೆ ಮಾರ್ಗದರ್ಶಕವಾದ ಸಿದ್ಧಾಂತ: [584, 1401, 1252, 1430]
- article4-subheadline: ಮಕ್ಕಳ ಪ್ರತಿಭೆ ಪ್ರದರ್ಶನದ 'ಚಿಣ್ಣರ ಚಪ್ಪರ'ದಲ್ಲಿ ಮರಿಬಸಪ್ಪ ಸಲಹೆ: [584, 200, 1470, 255]
- article7-headline: ಸಹಾಯಧನ ಸೌಲಭ್ಯಕ್ಕಾಗಿ ಮೀನುಗಾರರಿಂದ ಅರ್ಜಿ ಆಹ್ವಾನ: [692, 2010, 1362, 2052]
- article2-photo: [42, 1024, 569, 1243]
- article5-headline: ಹೊಸತನಕ್ಕೆ ಹೊಂದಿಕೊಂಡಂತೆ ಪಠ್ಯ ಬದಲಾಗಬೇಕು: [584, 815, 1221, 860]
- article4-photo: [908, 262, 1470, 575]
- advertisement-contact-box: ತುಮಕೂರು ಮಿತ್ರ ಕನ್ನಡ ದಿನಪತ್ರಿಕೆ ಜಾಹೀರಾತಿಗಾಗಿ ಸಂಪರ್ಕಿಸಿ: 9060001842: [587, 762, 1470, 801]
